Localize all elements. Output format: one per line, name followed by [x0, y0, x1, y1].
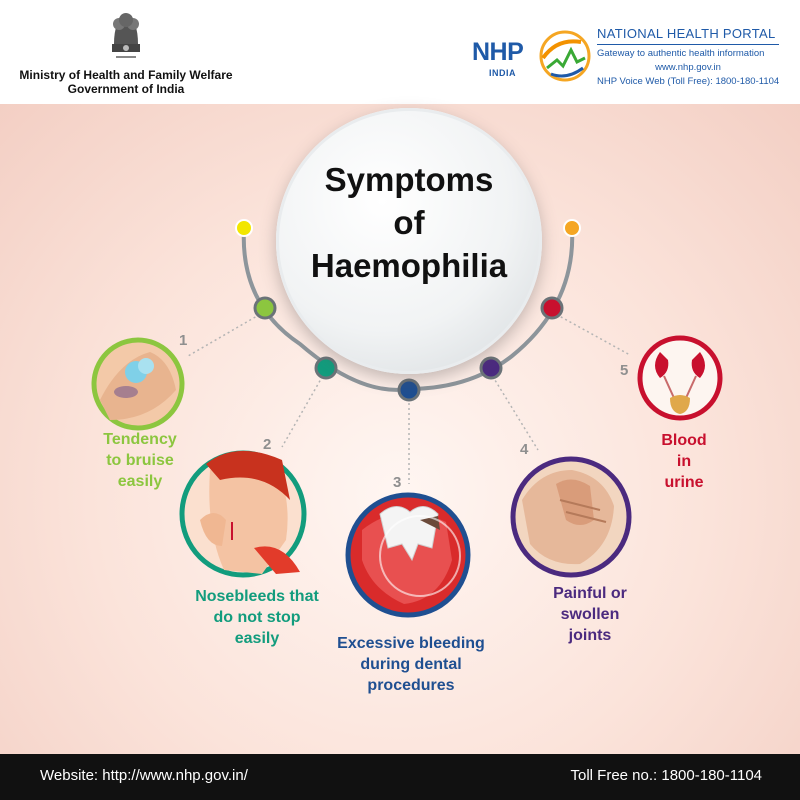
- symptom-4-line-3: joints: [568, 627, 612, 644]
- symptom-label-2: [164, 586, 350, 649]
- joint-illustration: [513, 459, 629, 575]
- arc-node-2: [316, 358, 336, 378]
- arc-dot-orange: [564, 220, 580, 236]
- bruise-illustration: [94, 340, 182, 428]
- symptom-number-1: 1: [179, 332, 188, 349]
- title-line-2: of: [393, 204, 425, 241]
- symptom-2-line-3: easily: [234, 630, 280, 647]
- connector-4: [490, 372, 538, 450]
- nhp-logo-text: NHP: [472, 38, 524, 66]
- symptom-label-5: [642, 430, 726, 493]
- symptom-number-3: 3: [393, 474, 402, 491]
- footer: [0, 754, 800, 800]
- symptom-5-line-3: urine: [664, 474, 704, 491]
- symptom-3-line-3: procedures: [367, 677, 455, 694]
- arc-dot-yellow: [236, 220, 252, 236]
- symptom-number-2: 2: [263, 436, 272, 453]
- symptom-5-line-2: in: [676, 453, 692, 470]
- arc-node-5: [542, 298, 562, 318]
- ministry-line-2: Government of India: [67, 82, 185, 96]
- symptom-4-line-2: swollen: [560, 606, 620, 623]
- portal-title: NATIONAL HEALTH PORTAL: [597, 26, 776, 41]
- connector-2: [282, 372, 325, 447]
- symptom-5-line-1: Blood: [661, 432, 707, 449]
- symptom-3-line-2: during dental: [360, 656, 462, 673]
- connector-5: [552, 312, 630, 355]
- connector-1: [188, 312, 264, 356]
- symptom-1-line-1: Tendency: [103, 431, 177, 448]
- tooth-illustration: [348, 495, 468, 615]
- title-line-1: Symptoms: [324, 161, 494, 198]
- ministry-line-1: Ministry of Health and Family Welfare: [19, 68, 233, 82]
- footer-toll-free: Toll Free no.: 1800-180-1104: [570, 767, 762, 784]
- symptom-1-line-3: easily: [117, 473, 163, 490]
- portal-url: www.nhp.gov.in: [655, 62, 721, 73]
- symptom-label-3: [326, 633, 496, 696]
- portal-voice-web: NHP Voice Web (Toll Free): 1800-180-1104: [597, 76, 780, 87]
- portal-tagline: Gateway to authentic health information: [597, 48, 765, 59]
- symptom-1-line-2: to bruise: [106, 452, 174, 469]
- nhp-logo-sub: INDIA: [489, 68, 516, 78]
- symptom-label-4: [534, 583, 646, 646]
- page-title: [276, 158, 542, 287]
- footer-website[interactable]: Website: http://www.nhp.gov.in/: [40, 767, 248, 784]
- symptom-number-4: 4: [520, 441, 529, 458]
- arc-node-1: [255, 298, 275, 318]
- title-line-3: Haemophilia: [310, 247, 508, 284]
- arc-node-3: [399, 380, 419, 400]
- arc-node-4: [481, 358, 501, 378]
- symptom-label-1: [88, 429, 192, 492]
- symptom-4-line-1: Painful or: [553, 585, 627, 602]
- symptom-2-line-2: do not stop: [213, 609, 301, 626]
- nosebleed-illustration: [182, 451, 304, 575]
- symptom-number-5: 5: [620, 362, 629, 379]
- kidney-illustration: [640, 338, 720, 418]
- symptom-2-line-1: Nosebleeds that: [195, 588, 319, 605]
- symptom-3-line-1: Excessive bleeding: [337, 635, 485, 652]
